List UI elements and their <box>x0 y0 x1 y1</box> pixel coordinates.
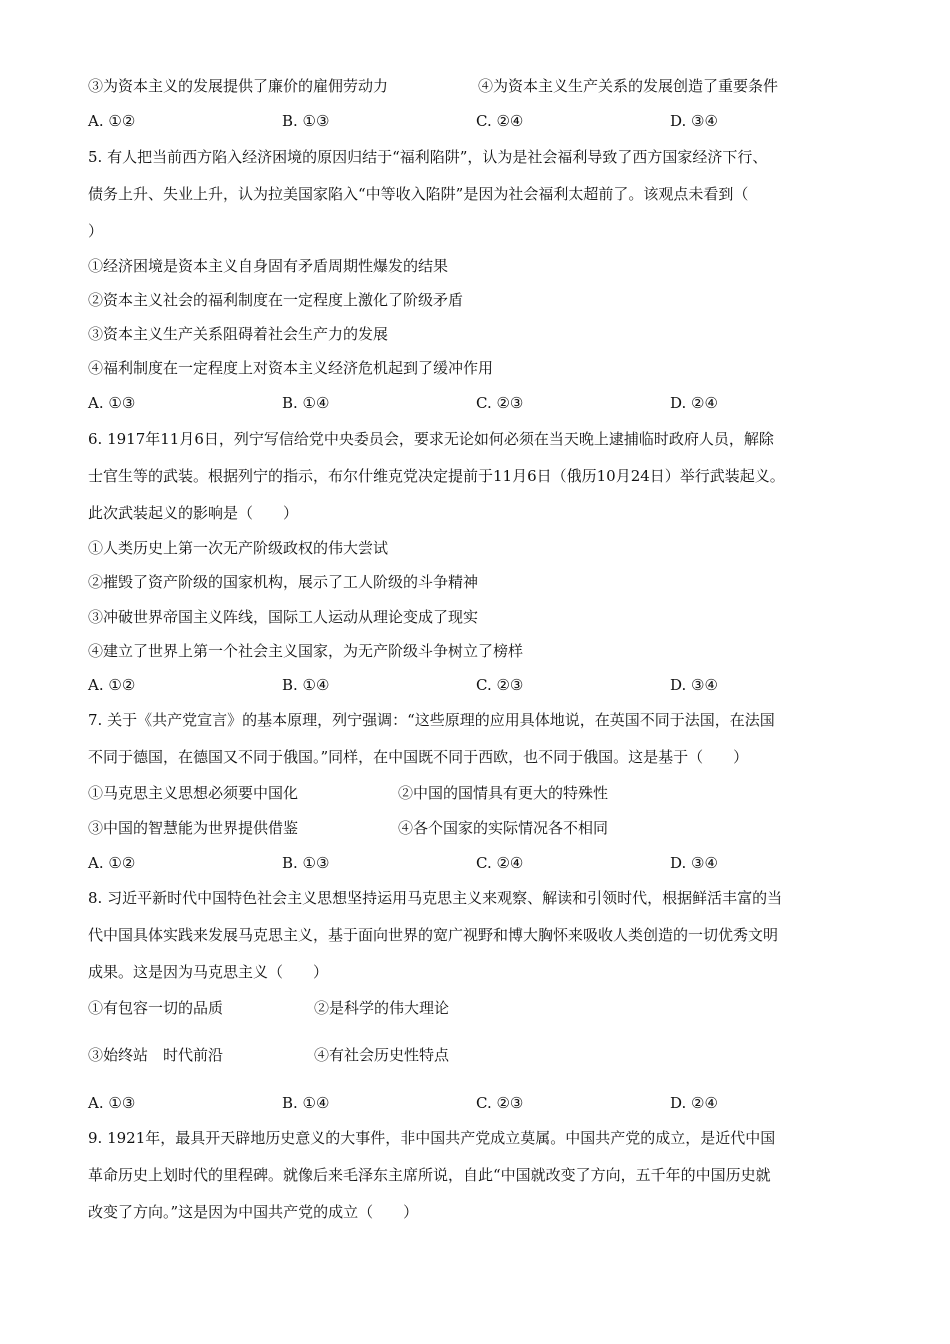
q7-option-a: A. ①② <box>88 854 136 872</box>
q7-item-1: ①马克思主义思想必须要中国化 <box>88 784 299 802</box>
q6-stem-line-1: 6. 1917年11月6日，列宁写信给党中央委员会，要求无论如何必须在当天晚上逮捕临时政府人员，解除 <box>88 430 774 448</box>
q6-stem-line-3: 此次武装起义的影响是（ ） <box>88 504 299 522</box>
q4-item-3: ③为资本主义的发展提供了廉价的雇佣劳动力 <box>88 77 389 95</box>
q7-option-d: D. ③④ <box>670 854 718 872</box>
q4-option-a: A. ①② <box>88 112 136 130</box>
q5-item-2: ②资本主义社会的福利制度在一定程度上激化了阶级矛盾 <box>88 291 464 309</box>
q6-item-2: ②摧毁了资产阶级的国家机构，展示了工人阶级的斗争精神 <box>88 573 479 591</box>
q7-item-4: ④各个国家的实际情况各不相同 <box>398 819 609 837</box>
q5-item-4: ④福利制度在一定程度上对资本主义经济危机起到了缓冲作用 <box>88 359 494 377</box>
q5-option-b: B. ①④ <box>282 394 330 412</box>
q4-item-4: ④为资本主义生产关系的发展创造了重要条件 <box>478 77 779 95</box>
q6-option-c: C. ②③ <box>476 676 524 694</box>
q4-option-d: D. ③④ <box>670 112 718 130</box>
q7-stem-line-1: 7. 关于《共产党宣言》的基本原理，列宁强调：“这些原理的应用具体地说，在英国不同于法国，在法国 <box>88 711 775 729</box>
q6-option-b: B. ①④ <box>282 676 330 694</box>
q8-option-d: D. ②④ <box>670 1094 718 1112</box>
q7-stem-line-2: 不同于德国，在德国又不同于俄国。”同样，在中国既不同于西欧，也不同于俄国。这是基于（ ） <box>88 748 749 766</box>
q9-stem-line-1: 9. 1921年，最具开天辟地历史意义的大事件，非中国共产党成立莫属。中国共产党的成立，是近代中国 <box>88 1129 776 1147</box>
q8-item-4: ④有社会历史性特点 <box>314 1046 450 1064</box>
q7-item-3: ③中国的智慧能为世界提供借鉴 <box>88 819 299 837</box>
q4-option-c: C. ②④ <box>476 112 524 130</box>
q7-item-2: ②中国的国情具有更大的特殊性 <box>398 784 609 802</box>
q6-stem-line-2: 士官生等的武装。根据列宁的指示，布尔什维克党决定提前于11月6日（俄历10月24日）举行武装起义。 <box>88 467 785 485</box>
q8-stem-line-1: 8. 习近平新时代中国特色社会主义思想坚持运用马克思主义来观察、解读和引领时代，根据鲜活丰富的当 <box>88 889 783 907</box>
q7-option-c: C. ②④ <box>476 854 524 872</box>
q6-option-a: A. ①② <box>88 676 136 694</box>
q7-option-b: B. ①③ <box>282 854 330 872</box>
q8-item-1: ①有包容一切的品质 <box>88 999 224 1017</box>
q5-option-a: A. ①③ <box>88 394 136 412</box>
q6-option-d: D. ③④ <box>670 676 718 694</box>
q5-option-c: C. ②③ <box>476 394 524 412</box>
q5-item-1: ①经济困境是资本主义自身固有矛盾周期性爆发的结果 <box>88 257 449 275</box>
q8-item-3: ③始终站 时代前沿 <box>88 1046 224 1064</box>
q8-stem-line-2: 代中国具体实践来发展马克思主义，基于面向世界的宽广视野和博大胸怀来吸收人类创造的一切优秀文明 <box>88 926 779 944</box>
q8-stem-line-3: 成果。这是因为马克思主义（ ） <box>88 963 329 981</box>
q5-stem-line-2: 债务上升、失业上升，认为拉美国家陷入“中等收入陷阱”是因为社会福利太超前了。该观点未看到（ <box>88 185 749 203</box>
q5-stem-line-1: 5. 有人把当前西方陷入经济困境的原因归结于“福利陷阱”，认为是社会福利导致了西方国家经济下行、 <box>88 148 768 166</box>
q9-stem-line-2: 革命历史上划时代的里程碑。就像后来毛泽东主席所说，自此“中国就改变了方向，五千年的中国历史就 <box>88 1166 771 1184</box>
q8-option-b: B. ①④ <box>282 1094 330 1112</box>
q8-item-2: ②是科学的伟大理论 <box>314 999 450 1017</box>
q6-item-3: ③冲破世界帝国主义阵线，国际工人运动从理论变成了现实 <box>88 608 479 626</box>
q5-stem-line-3: ） <box>88 222 104 240</box>
q6-item-1: ①人类历史上第一次无产阶级政权的伟大尝试 <box>88 539 389 557</box>
q5-item-3: ③资本主义生产关系阻碍着社会生产力的发展 <box>88 325 389 343</box>
q4-option-b: B. ①③ <box>282 112 330 130</box>
q5-option-d: D. ②④ <box>670 394 718 412</box>
q6-item-4: ④建立了世界上第一个社会主义国家，为无产阶级斗争树立了榜样 <box>88 642 524 660</box>
q8-option-c: C. ②③ <box>476 1094 524 1112</box>
q9-stem-line-3: 改变了方向。”这是因为中国共产党的成立（ ） <box>88 1203 419 1221</box>
q8-option-a: A. ①③ <box>88 1094 136 1112</box>
